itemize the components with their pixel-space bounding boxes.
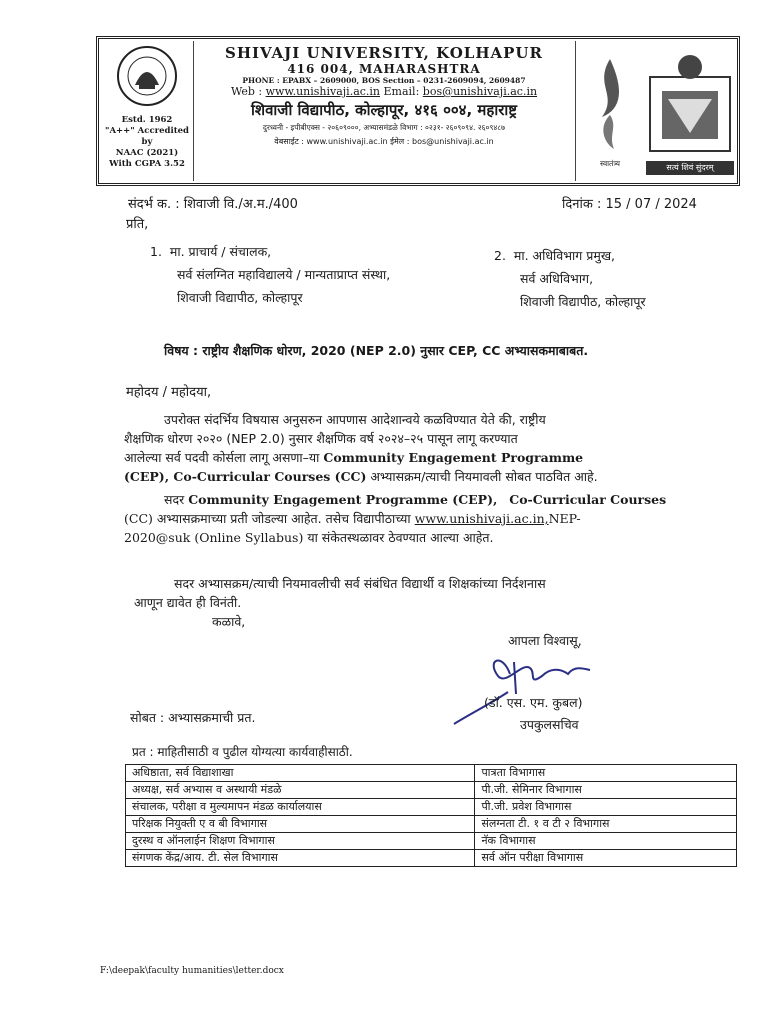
recipient-left-line2: सर्व संलग्नित महाविद्यालये / मान्यताप्राप्त संस्था, <box>177 267 391 282</box>
crest-banner: सत्यं शिवं सुंदरम् <box>646 161 734 175</box>
table-row <box>126 850 737 867</box>
phone-line: PHONE : EPABX – 2609000, BOS Section – 0231-2609094, 2609487 <box>242 76 526 85</box>
enclosure-note: सोबत : अभ्यासक्रमाची प्रत. <box>130 710 256 725</box>
paragraph-3 <box>124 574 734 631</box>
letterhead-center <box>195 41 573 181</box>
para3-kalave: कळावे, <box>212 614 246 629</box>
table-row <box>126 816 737 833</box>
website-link[interactable]: www.unishivaji.ac.in <box>265 85 381 98</box>
distribution-cell-left: संगणक केंद्र/आय. टी. सेल विभागास <box>126 850 475 867</box>
web-email-line: Web : www.unishivaji.ac.in Email: bos@unishivaji.ac.in <box>230 85 538 98</box>
para2-line2: (CC) अभ्यासक्रमाच्या प्रती जोडल्या आहेत. तसेच विद्यापीठाच्या www.unishivaji.ac.in,NEP- <box>124 511 581 526</box>
date-block <box>562 194 697 212</box>
signatory-name: (डॉ. एस. एम. कुबल) <box>484 695 583 710</box>
date-label: दिनांक : <box>562 197 602 212</box>
signatory-designation: उपकुलसचिव <box>520 717 579 732</box>
letterhead <box>96 36 740 186</box>
para3-line2: आणून द्यावेत ही विनंती. <box>134 595 242 610</box>
recipient-right-line1: मा. अधिविभाग प्रमुख, <box>513 248 616 263</box>
recipient-right <box>494 244 646 313</box>
flame-emblem-icon <box>588 55 632 155</box>
para1-line2: शैक्षणिक धोरण २०२० (NEP 2.0) नुसार शैक्षणिक वर्ष २०२४–२५ पासून लागू करण्यात <box>124 431 518 446</box>
website-link-body[interactable]: www.unishivaji.ac.in, <box>414 511 549 526</box>
marathi-web-line: वेबसाईट : www.unishivaji.ac.in ईमेल : bos@unishivaji.ac.in <box>274 137 494 146</box>
marathi-university-name: शिवाजी विद्यापीठ, कोल्हापूर, ४१६ ००४, महाराष्ट्र <box>251 101 517 119</box>
university-crest-icon <box>646 47 734 159</box>
university-seal-icon <box>115 45 179 107</box>
distribution-cell-left: अधिष्ठाता, सर्व विद्याशाखा <box>126 765 475 782</box>
accreditation-line-3: With CGPA 3.52 <box>109 159 185 169</box>
subject-line: विषय : राष्ट्रीय शैक्षणिक धोरण, 2020 (NEP 2.0) नुसार CEP, CC अभ्यासकमाबाबत. <box>164 343 589 358</box>
table-row <box>126 799 737 816</box>
distribution-cell-right: पी.जी. सेमिनार विभागास <box>475 782 737 799</box>
signature-closing: आपला विश्वासू, <box>508 633 582 648</box>
recipient-left-number: 1. <box>150 244 162 259</box>
distribution-cell-right: नॅक विभागास <box>475 833 737 850</box>
recipient-right-number: 2. <box>494 248 506 263</box>
reference-number: संदर्भ क. : शिवाजी वि./अ.म./400 <box>128 197 298 212</box>
distribution-cell-left: अध्यक्ष, सर्व अभ्यास व अस्थायी मंडळे <box>126 782 475 799</box>
distribution-cell-right: सर्व ऑन परीक्षा विभागास <box>475 850 737 867</box>
para1-line1: उपरोक्त संदर्भिय विषयास अनुसरुन आपणास आदेशान्वये कळविण्यात येते की, राष्ट्रीय <box>164 412 546 427</box>
distribution-table <box>125 764 737 867</box>
paragraph-1 <box>124 410 734 486</box>
distribution-cell-right: पात्रता विभागास <box>475 765 737 782</box>
recipient-right-line3: शिवाजी विद्यापीठ, कोल्हापूर <box>520 294 646 309</box>
letterhead-left <box>101 41 194 181</box>
para1-line4: (CEP), Co-Curricular Courses (CC) अभ्यासक्रम/त्याची नियमावली सोबत पाठवित आहे. <box>124 469 598 484</box>
salutation: महोदय / महोदया, <box>126 385 212 400</box>
accreditation-line-2: NAAC (2021) <box>115 148 179 158</box>
para1-line3: आलेल्या सर्व पदवी कोर्सला लागू असणा–या Community Engagement Programme <box>124 450 584 465</box>
table-row <box>126 782 737 799</box>
distribution-cell-right: पी.जी. प्रवेश विभागास <box>475 799 737 816</box>
accreditation-line-1: "A++" Accredited by <box>105 126 189 147</box>
footer-file-path: F:\deepak\faculty humanities\letter.docx <box>100 966 284 976</box>
table-row <box>126 765 737 782</box>
university-address: 416 004, MAHARASHTRA <box>287 62 481 76</box>
para2-line1: सदर Community Engagement Programme (CEP), Co-Curricular Courses <box>164 492 667 507</box>
emblem-caption: स्वातंत्र्य <box>600 159 620 168</box>
distribution-cell-left: संचालक, परीक्षा व मुल्यमापन मंडळ कार्यालयास <box>126 799 475 816</box>
paragraph-2 <box>124 490 734 547</box>
copy-note: प्रत : माहितीसाठी व पुढील योग्यत्या कार्यवाहीसाठी. <box>132 745 353 759</box>
letterhead-right <box>575 41 738 181</box>
recipient-left <box>150 240 390 309</box>
para3-line1: सदर अभ्यासक्रम/त्याची नियमावलीची सर्व संबंधित विद्यार्थी व शिक्षकांच्या निर्दशनास <box>174 576 546 591</box>
table-row <box>126 833 737 850</box>
recipient-right-line2: सर्व अधिविभाग, <box>520 271 594 286</box>
recipient-left-line1: मा. प्राचार्य / संचालक, <box>169 244 272 259</box>
estd-text: Estd. 1962 <box>121 115 173 125</box>
date-value: 15 / 07 / 2024 <box>605 197 697 212</box>
para2-line3: 2020@suk (Online Syllabus) या संकेतस्थळावर ठेवण्यात आल्या आहेत. <box>124 530 494 545</box>
email-link[interactable]: bos@unishivaji.ac.in <box>422 85 538 98</box>
recipient-left-line3: शिवाजी विद्यापीठ, कोल्हापूर <box>177 290 303 305</box>
distribution-cell-right: संलग्नता टी. १ व टी २ विभागास <box>475 816 737 833</box>
marathi-phone-line: दुरध्वनी - इपीबीएक्स - २०६०९०००, अभ्यासमंडळे विभाग : ०२३१- २६०९०९४. २६०९४८७ <box>262 123 506 132</box>
university-name: SHIVAJI UNIVERSITY, KOLHAPUR <box>225 44 543 62</box>
prati-label: प्रति, <box>126 217 149 232</box>
distribution-cell-left: परिक्षक नियुक्ती ए व बी विभागास <box>126 816 475 833</box>
distribution-cell-left: दुरस्थ व ऑनलाईन शिक्षण विभागास <box>126 833 475 850</box>
